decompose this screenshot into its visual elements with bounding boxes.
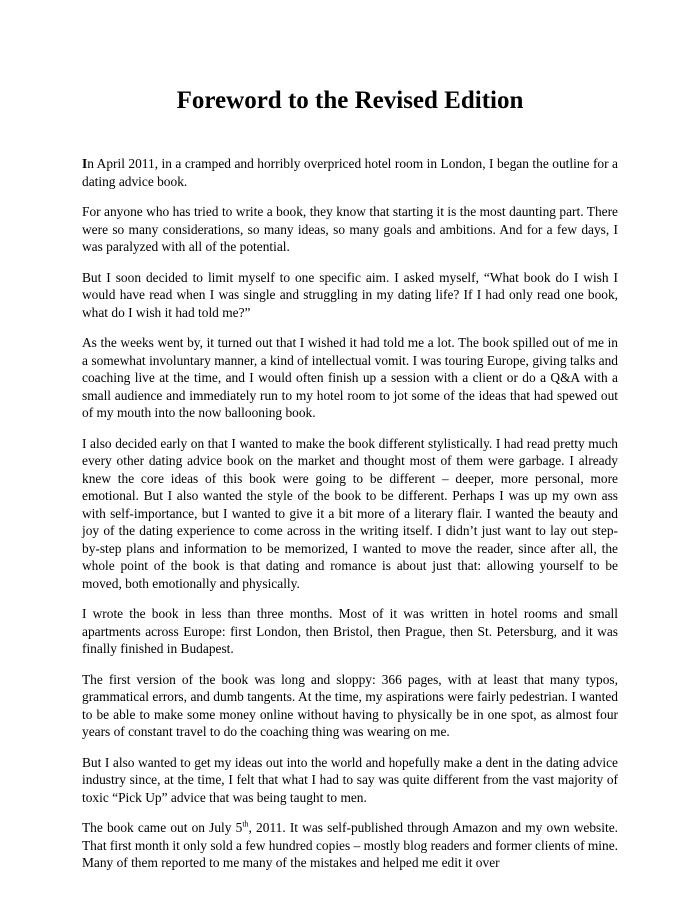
paragraph-6: I wrote the book in less than three months. Most of it was written in hotel rooms and small apartments across Europe: first London, then Bristol, then Prague, then St. Petersburg, and it was finally finished in Budapest. [82, 606, 618, 656]
page-title: Foreword to the Revised Edition [176, 87, 524, 114]
paragraph-2: For anyone who has tried to write a book, they know that starting it is the most daunting part. There were so many considerations, so many ideas, so many goals and ambitions. And for a few days, I was paralyzed with all of the potential. [82, 204, 618, 254]
paragraph-9-superscript: th [242, 819, 249, 829]
paragraph-3: But I soon decided to limit myself to one specific aim. I asked myself, “What book do I wish I would have read when I was single and struggling in my dating life? If I had only read one book, what do I wish it had told me?” [82, 269, 618, 320]
paragraph-5: I also decided early on that I wanted to make the book different stylistically. I had read pretty much every other dating advice book on the market and thought most of them were garbage. I already knew the core ideas of this book were going to be different – deeper, more personal, more emotional. But I also wanted the style of the book to be different. Perhaps I was up my own ass with self-importance, but I wanted to give it a bit more of a literary flair. I wanted the beauty and joy of the dating experience to come across in the writing itself. I didn’t just want to lay out step-by-step plans and information to be memorized, I wanted to move the reader, since after all, the whole point of the book is that dating and romance is about just that: allowing yourself to be moved, both emotionally and physically. [82, 435, 618, 591]
paragraph-9 [82, 819, 618, 872]
paragraph-7: The first version of the book was long and sloppy: 366 pages, with at least that many typos, grammatical errors, and dumb tangents. At the time, my aspirations were fairly pedestrian. I wanted to be able to make some money online without having to physically be in one spot, as almost four years of constant travel to do the coaching thing was wearing on me. [82, 671, 618, 739]
paragraph-4: As the weeks went by, it turned out that I wished it had told me a lot. The book spilled out of me in a somewhat involuntary manner, a kind of intellectual vomit. I was touring Europe, giving talks and coaching live at the time, and I would often finish up a session with a client or do a Q&A with a small audience and immediately run to my hotel room to jot some of the ideas that had spewed out of my mouth into the now ballooning book. [82, 335, 618, 420]
paragraph-8: But I also wanted to get my ideas out into the world and hopefully make a dent in the dating advice industry since, at the time, I felt that what I had to say was quite different from the vast majority of toxic “Pick Up” advice that was being taught to men. [82, 754, 618, 805]
paragraph-9-text-start: The book came out on July 5 [82, 820, 243, 835]
paragraph-1-text: n April 2011, in a cramped and horribly overpriced hotel room in London, I began the outline for a dating advice book. [82, 156, 618, 189]
paragraph-1-initial: I [82, 156, 88, 171]
document-body [82, 155, 618, 885]
paragraph-1 [82, 155, 618, 190]
paragraph-9-text-end: , 2011. It was self-published through Amazon and my own website. That first month it only sold a few hundred copies – mostly blog readers and former clients of mine. Many of them reported to me many of the mistakes and helped me edit it over [82, 820, 618, 870]
